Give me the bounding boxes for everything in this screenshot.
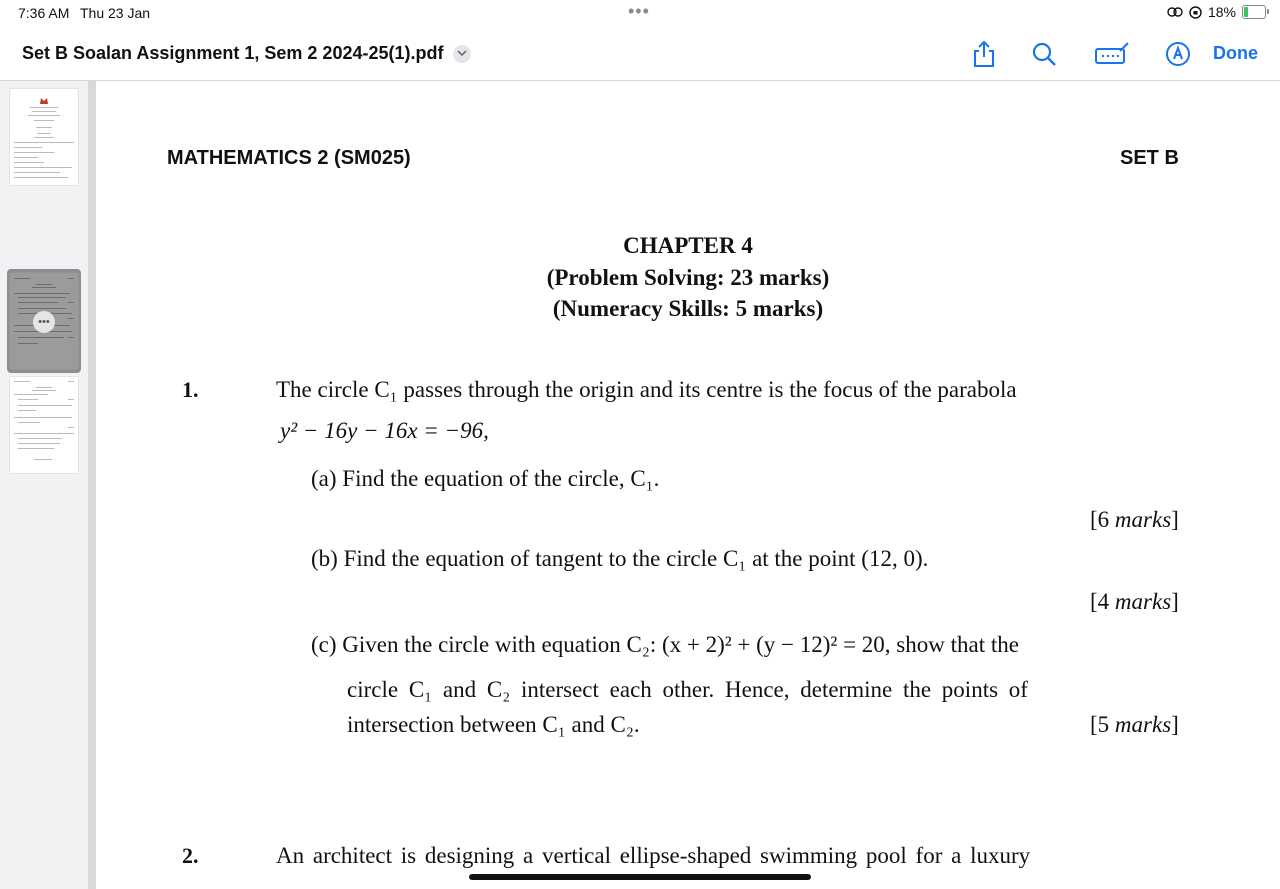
battery-icon xyxy=(1242,5,1266,19)
battery-percentage: 18% xyxy=(1207,4,1236,20)
markup-icon[interactable] xyxy=(1094,40,1130,68)
pencil-circle-icon[interactable] xyxy=(1164,40,1192,68)
page-thumbnail-1[interactable] xyxy=(10,89,78,185)
marks-1a: [6 marks] xyxy=(1090,507,1179,532)
share-icon[interactable] xyxy=(970,40,998,68)
marks-1b-value: 4 xyxy=(1097,589,1110,614)
marks-1a-word: marks xyxy=(1114,507,1172,532)
question-1-text: The circle C₁ passes through the origin and its centre is the focus of the parabola xyxy=(276,377,1017,402)
search-icon[interactable] xyxy=(1030,40,1058,68)
marks-1c-value: 5 xyxy=(1097,712,1110,737)
home-indicator[interactable] xyxy=(469,874,811,880)
more-options-icon[interactable]: ••• xyxy=(33,311,55,333)
document-title[interactable] xyxy=(22,43,471,64)
screen-mirroring-icon xyxy=(1167,6,1183,18)
navigation-bar xyxy=(0,28,1280,81)
orientation-lock-icon xyxy=(1189,6,1202,19)
numeracy-skills-marks: (Numeracy Skills: 5 marks) xyxy=(552,296,824,321)
question-1c-line-2: circle C₁ and C₂ intersect each other. Hence, determine the points of xyxy=(347,677,1028,702)
course-title: MATHEMATICS 2 (SM025) xyxy=(167,147,411,169)
marks-1c: [5 marks] xyxy=(1090,712,1179,737)
page-thumbnail-3[interactable] xyxy=(10,377,78,473)
marks-1b: [4 marks] xyxy=(1090,589,1179,614)
chapter-heading: CHAPTER 4 xyxy=(623,233,753,258)
page-thumbnails-sidebar xyxy=(0,81,88,889)
marks-1b-word: marks xyxy=(1114,589,1172,614)
parabola-equation: y² − 16y − 16x = −96, xyxy=(280,418,489,443)
status-right xyxy=(1167,4,1266,20)
pdf-page xyxy=(96,81,1280,889)
question-number-2: 2. xyxy=(182,843,199,868)
question-1a: (a) Find the equation of the circle, C₁. xyxy=(311,466,660,491)
sidebar-divider[interactable] xyxy=(88,81,96,889)
set-label: SET B xyxy=(1120,147,1179,169)
multitasking-dots-icon[interactable]: ••• xyxy=(628,1,650,21)
crest-icon xyxy=(39,97,49,105)
question-1c-line-1: (c) Given the circle with equation C₂: (x + 2)² + (y − 12)² = 20, show that the xyxy=(311,632,1019,657)
question-2-text: An architect is designing a vertical ellipse-shaped swimming pool for a luxury xyxy=(276,843,1031,868)
status-date: Thu 23 Jan xyxy=(80,5,151,21)
done-button[interactable]: Done xyxy=(1213,43,1258,63)
status-bar xyxy=(0,0,1280,26)
status-time: 7:36 AM xyxy=(18,5,70,21)
chevron-down-icon[interactable] xyxy=(453,45,471,63)
marks-1c-word: marks xyxy=(1114,712,1172,737)
question-1b: (b) Find the equation of tangent to the circle C₁ at the point (12, 0). xyxy=(311,546,929,571)
document-title-text: Set B Soalan Assignment 1, Sem 2 2024-25(1).pdf xyxy=(22,43,444,63)
marks-1a-value: 6 xyxy=(1097,507,1110,532)
question-1c-line-3: intersection between C₁ and C₂. xyxy=(347,712,640,737)
problem-solving-marks: (Problem Solving: 23 marks) xyxy=(546,265,830,290)
question-number-1: 1. xyxy=(182,377,199,402)
